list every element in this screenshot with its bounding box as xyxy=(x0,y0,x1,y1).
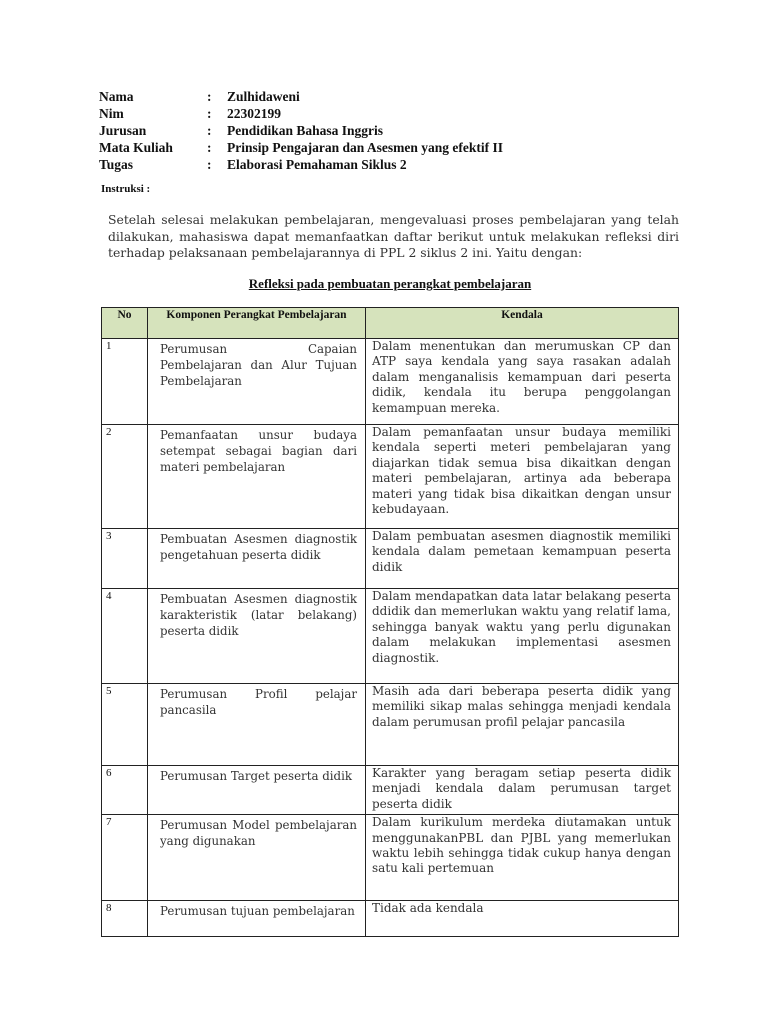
row-kendala: Dalam pembuatan asesmen diagnostik memiliki kendala dalam pemetaan kemampuan peserta didik xyxy=(366,529,679,589)
table-title: Refleksi pada pembuatan perangkat pembelajaran xyxy=(248,276,532,291)
row-komponen: Perumusan Capaian Pembelajaran dan Alur Tujuan Pembelajaran xyxy=(148,339,366,425)
info-label: Jurusan xyxy=(99,123,147,138)
student-info xyxy=(99,88,503,173)
header-no: No xyxy=(102,308,148,339)
row-kendala: Dalam pemanfaatan unsur budaya memiliki kendala seperti meteri pembelajaran yang diajarkan tidak semua bisa dikaitkan dengan materi pembelajaran, artinya ada beberapa materi yang tidak bisa dikaitkan dengan unsur kebudayaan. xyxy=(366,425,679,529)
row-kendala: Dalam kurikulum merdeka diutamakan untuk menggunakanPBL dan PJBL yang memerlukan waktu lebih sehingga tidak cukup hanya dengan satu kali pertemuan xyxy=(366,815,679,901)
row-number: 4 xyxy=(102,589,148,684)
info-label: Mata Kuliah xyxy=(99,140,173,155)
info-value: Prinsip Pengajaran dan Asesmen yang efektif II xyxy=(227,140,504,155)
info-row xyxy=(99,88,503,105)
info-value: Elaborasi Pemahaman Siklus 2 xyxy=(227,157,407,172)
info-colon: : xyxy=(207,89,212,104)
row-number: 2 xyxy=(102,425,148,529)
info-colon: : xyxy=(207,123,212,138)
table-row xyxy=(102,766,679,815)
table-row xyxy=(102,529,679,589)
info-colon: : xyxy=(207,106,212,121)
row-komponen: Pembuatan Asesmen diagnostik pengetahuan peserta didik xyxy=(148,529,366,589)
row-komponen: Pemanfaatan unsur budaya setempat sebagai bagian dari materi pembelajaran xyxy=(148,425,366,529)
table-row xyxy=(102,339,679,425)
info-label: Tugas xyxy=(99,157,134,172)
instruction-label: Instruksi : xyxy=(101,183,151,195)
table-row xyxy=(102,684,679,766)
row-komponen: Perumusan Target peserta didik xyxy=(148,766,366,815)
table-row xyxy=(102,901,679,937)
row-kendala: Dalam menentukan dan merumuskan CP dan ATP saya kendala yang saya rasakan adalah dalam menganalisis kemampuan dari peserta didik, kendala itu berupa penggolangan kemampuan mereka. xyxy=(366,339,679,425)
header-komponen: Komponen Perangkat Pembelajaran xyxy=(148,308,366,339)
info-colon: : xyxy=(207,157,212,172)
table-row xyxy=(102,589,679,684)
header-kendala: Kendala xyxy=(366,308,679,339)
row-komponen: Perumusan Profil pelajar pancasila xyxy=(148,684,366,766)
info-value: Zulhidaweni xyxy=(227,89,300,104)
row-kendala: Karakter yang beragam setiap peserta didik menjadi kendala dalam perumusan target peserta didik xyxy=(366,766,679,815)
row-number: 1 xyxy=(102,339,148,425)
table-row xyxy=(102,425,679,529)
row-komponen: Pembuatan Asesmen diagnostik karakteristik (latar belakang) peserta didik xyxy=(148,589,366,684)
table-row xyxy=(102,815,679,901)
instruction-paragraph: Setelah selesai melakukan pembelajaran, mengevaluasi proses pembelajaran yang telah dilakukan, mahasiswa dapat memanfaatkan daftar berikut untuk melakukan refleksi diri terhadap pelaksanaan pembelajarannya di PPL 2 siklus 2 ini. Yaitu dengan: xyxy=(108,212,679,260)
row-komponen: Perumusan tujuan pembelajaran xyxy=(148,901,366,937)
info-label: Nim xyxy=(99,106,124,121)
table-header-row xyxy=(102,308,679,339)
reflection-table xyxy=(101,307,679,937)
info-colon: : xyxy=(207,140,212,155)
info-row xyxy=(99,122,503,139)
info-row xyxy=(99,139,503,156)
info-row xyxy=(99,105,503,122)
row-kendala: Masih ada dari beberapa peserta didik yang memiliki sikap malas sehingga menjadi kendala dalam perumusan profil pelajar pancasila xyxy=(366,684,679,766)
row-number: 7 xyxy=(102,815,148,901)
row-number: 6 xyxy=(102,766,148,815)
row-komponen: Perumusan Model pembelajaran yang digunakan xyxy=(148,815,366,901)
info-value: Pendidikan Bahasa Inggris xyxy=(227,123,384,138)
row-number: 3 xyxy=(102,529,148,589)
info-label: Nama xyxy=(99,89,134,104)
row-kendala: Dalam mendapatkan data latar belakang peserta ddidik dan memerlukan waktu yang relatif lama, sehingga banyak waktu yang perlu digunakan dalam melakukan implementasi asesmen diagnostik. xyxy=(366,589,679,684)
row-number: 8 xyxy=(102,901,148,937)
row-number: 5 xyxy=(102,684,148,766)
row-kendala: Tidak ada kendala xyxy=(366,901,679,937)
info-row xyxy=(99,156,503,173)
info-value: 22302199 xyxy=(227,106,281,121)
